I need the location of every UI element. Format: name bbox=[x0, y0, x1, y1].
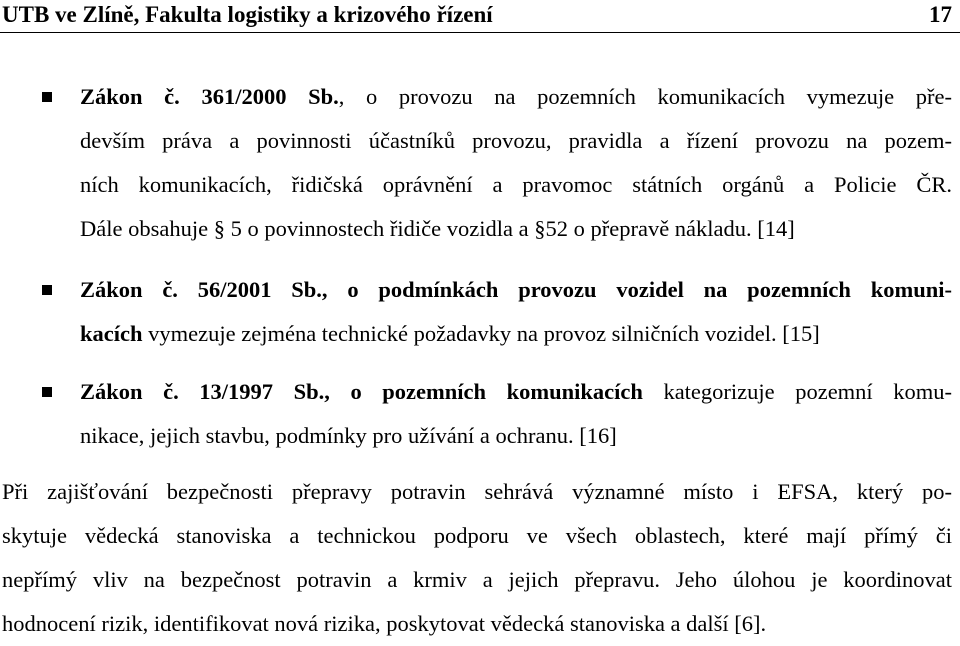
body-paragraph bbox=[2, 470, 952, 646]
list-item-line: ních komunikacích, řidičská oprávnění a pravomoc státních orgánů a Policie ČR. bbox=[80, 172, 952, 197]
paragraph-line: skytuje vědecká stanoviska a technickou podporu ve všech oblastech, které mají přímý či bbox=[2, 523, 952, 548]
paragraph-line: hodnocení rizik, identifikovat nová rizika, poskytovat vědecká stanoviska a další [6]. bbox=[2, 611, 767, 636]
page-number: 17 bbox=[929, 2, 952, 27]
list-item-line: nikace, jejich stavbu, podmínky pro užívání a ochranu. [16] bbox=[80, 423, 617, 448]
paragraph-line: Při zajišťování bezpečnosti přepravy potravin sehrává významné místo i EFSA, který po- bbox=[2, 479, 952, 504]
law-title: Zákon č. 361/2000 Sb. bbox=[80, 84, 339, 109]
law-title: Zákon č. 56/2001 Sb., o podmínkách provozu vozidel na pozemních komuni- bbox=[80, 277, 952, 302]
law-text: vymezuje zejména technické požadavky na provoz silničních vozidel. [15] bbox=[142, 321, 820, 346]
law-text: kategorizuje pozemní komu- bbox=[642, 379, 952, 404]
header-title: UTB ve Zlíně, Fakulta logistiky a krizového řízení bbox=[2, 2, 493, 27]
header-rule bbox=[0, 32, 960, 33]
law-title: kacích bbox=[80, 321, 143, 346]
list-item-line bbox=[80, 370, 952, 414]
list-item-zakon-13-1997 bbox=[80, 370, 960, 458]
list-item-zakon-56-2001 bbox=[80, 268, 960, 356]
page-header bbox=[0, 0, 960, 34]
square-bullet-icon bbox=[42, 92, 52, 102]
law-title: Zákon č. 13/1997 Sb., o pozemních komunikacích bbox=[80, 379, 643, 404]
list-item-line bbox=[80, 75, 952, 119]
list-item-line: Dále obsahuje § 5 o povinnostech řidiče vozidla a §52 o přepravě nákladu. [14] bbox=[80, 216, 795, 241]
paragraph-line: nepřímý vliv na bezpečnost potravin a krmiv a jejich přepravu. Jeho úlohou je koordinovat bbox=[2, 567, 952, 592]
square-bullet-icon bbox=[42, 387, 52, 397]
law-text: , o provozu na pozemních komunikacích vymezuje pře- bbox=[338, 84, 952, 109]
square-bullet-icon bbox=[42, 285, 52, 295]
list-item-zakon-361-2000 bbox=[80, 75, 960, 251]
list-item-line: devším práva a povinnosti účastníků provozu, pravidla a řízení provozu na pozem- bbox=[80, 128, 952, 153]
list-item-line bbox=[80, 312, 960, 356]
